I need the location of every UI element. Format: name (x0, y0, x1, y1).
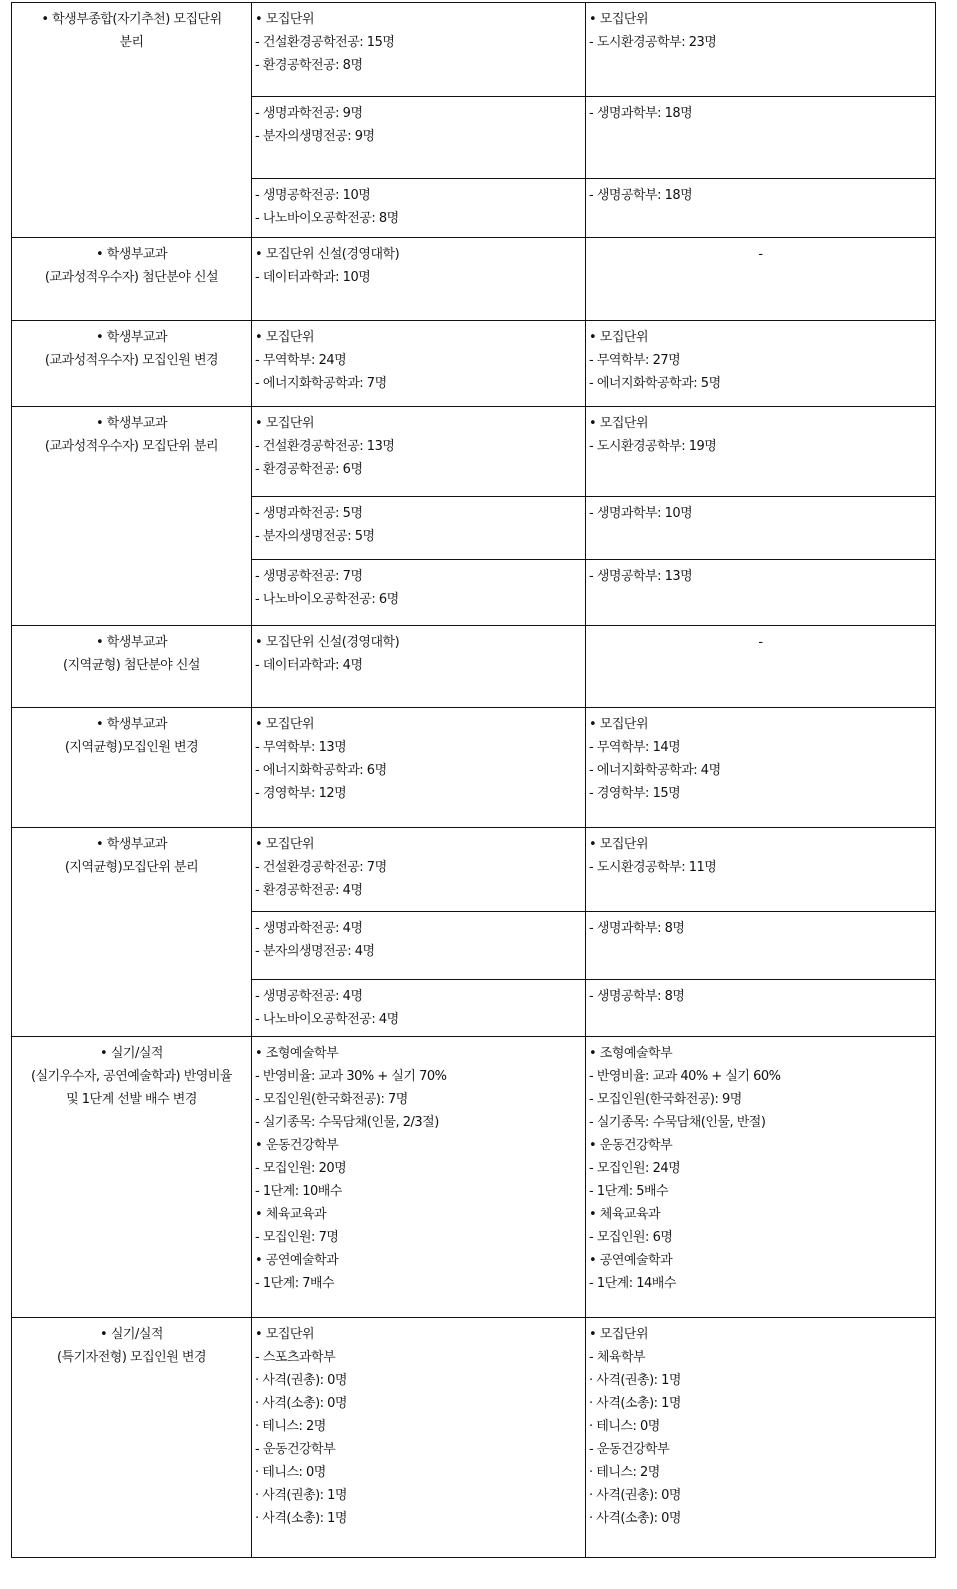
category-line: (지역균형)모집단위 분리 (64, 860, 199, 875)
category-line: • 학생부교과 (95, 717, 168, 732)
before-cell (252, 497, 586, 560)
category-cell (12, 238, 252, 321)
after-line: - 생명공학부: 18명 (589, 188, 693, 203)
before-line: - 건설환경공학전공: 7명 (255, 860, 387, 875)
before-line: • 모집단위 (255, 330, 315, 345)
after-cell (586, 238, 936, 321)
category-line: • 실기/실적 (100, 1046, 163, 1061)
after-line: • 운동건강학부 (589, 1138, 673, 1153)
after-line: • 모집단위 (589, 12, 649, 27)
after-line: • 체육교육과 (589, 1207, 661, 1222)
before-cell (252, 708, 586, 828)
category-line: (지역균형)모집인원 변경 (64, 740, 199, 755)
before-line: - 건설환경공학전공: 15명 (255, 35, 395, 50)
before-cell (252, 1037, 586, 1318)
after-line: - 1단계: 14배수 (589, 1276, 676, 1291)
after-cell (586, 97, 936, 179)
before-line: - 반영비율: 교과 30% + 실기 70% (255, 1069, 447, 1084)
before-cell (252, 626, 586, 708)
after-line: - 반영비율: 교과 40% + 실기 60% (589, 1069, 781, 1084)
after-cell (586, 626, 936, 708)
category-cell (12, 3, 252, 238)
after-cell (586, 321, 936, 407)
after-line: · 테니스: 2명 (589, 1465, 660, 1480)
category-line: • 학생부교과 (95, 247, 168, 262)
table-row (12, 321, 936, 407)
before-line: · 테니스: 2명 (255, 1419, 326, 1434)
before-line: - 에너지화학공학과: 7명 (255, 376, 387, 391)
category-line: • 실기/실적 (100, 1327, 163, 1342)
table-row (12, 828, 936, 912)
after-line: - 도시환경공학부: 23명 (589, 35, 717, 50)
after-line: - 에너지화학공학과: 5명 (589, 376, 721, 391)
after-line: - 도시환경공학부: 19명 (589, 439, 717, 454)
category-cell (12, 1318, 252, 1558)
category-line: (교과성적우수자) 모집단위 분리 (44, 439, 219, 454)
before-line: • 모집단위 (255, 837, 315, 852)
before-line: · 사격(권총): 0명 (255, 1373, 347, 1388)
after-cell (586, 407, 936, 497)
before-line: - 데이터과학과: 10명 (255, 270, 371, 285)
before-line: - 생명과학전공: 4명 (255, 921, 363, 936)
before-line: · 사격(소총): 1명 (255, 1511, 347, 1526)
before-line: • 모집단위 (255, 12, 315, 27)
before-line: - 모집인원: 20명 (255, 1161, 347, 1176)
before-line: - 환경공학전공: 4명 (255, 883, 363, 898)
after-line: • 조형예술학부 (589, 1046, 673, 1061)
after-line: • 모집단위 (589, 837, 649, 852)
after-line: - 생명과학부: 18명 (589, 106, 693, 121)
after-cell (586, 3, 936, 97)
before-line: - 분자의생명전공: 9명 (255, 129, 375, 144)
after-line: - 모집인원: 24명 (589, 1161, 681, 1176)
after-line: · 테니스: 0명 (589, 1419, 660, 1434)
after-line: - 모집인원: 6명 (589, 1230, 673, 1245)
before-line: • 모집단위 신설(경영대학) (255, 635, 400, 650)
before-line: • 모집단위 (255, 416, 315, 431)
before-cell (252, 912, 586, 980)
category-line: (교과성적우수자) 첨단분야 신설 (44, 270, 219, 285)
after-line: - 도시환경공학부: 11명 (589, 860, 717, 875)
before-line: · 사격(권총): 1명 (255, 1488, 347, 1503)
table-row (12, 1318, 936, 1558)
before-cell (252, 828, 586, 912)
before-cell (252, 321, 586, 407)
category-cell (12, 407, 252, 626)
after-line: - 생명과학부: 10명 (589, 506, 693, 521)
before-line: - 1단계: 10배수 (255, 1184, 342, 1199)
before-line: - 스포츠과학부 (255, 1350, 336, 1365)
after-line: - 무역학부: 14명 (589, 740, 681, 755)
before-line: • 조형예술학부 (255, 1046, 339, 1061)
after-cell (586, 912, 936, 980)
before-line: • 모집단위 신설(경영대학) (255, 247, 400, 262)
after-line: • 모집단위 (589, 1327, 649, 1342)
table-row (12, 407, 936, 497)
after-line: - 1단계: 5배수 (589, 1184, 669, 1199)
after-line: - 에너지화학공학과: 4명 (589, 763, 721, 778)
after-line: - (758, 247, 763, 262)
before-line: - 실기종목: 수묵담채(인물, 2/3절) (255, 1115, 439, 1130)
after-line: • 공연예술학과 (589, 1253, 673, 1268)
before-line: - 모집인원: 7명 (255, 1230, 339, 1245)
before-line: - 생명공학전공: 4명 (255, 989, 363, 1004)
before-line: - 데이터과학과: 4명 (255, 658, 363, 673)
before-line: - 분자의생명전공: 4명 (255, 944, 375, 959)
category-cell (12, 626, 252, 708)
category-cell (12, 828, 252, 1037)
category-line: (교과성적우수자) 모집인원 변경 (44, 353, 219, 368)
before-cell (252, 560, 586, 626)
after-line: - 무역학부: 27명 (589, 353, 681, 368)
before-line: · 테니스: 0명 (255, 1465, 326, 1480)
before-line: • 체육교육과 (255, 1207, 327, 1222)
after-line: - 실기종목: 수묵담채(인물, 반절) (589, 1115, 766, 1130)
after-cell (586, 980, 936, 1037)
after-line: - (758, 635, 763, 650)
before-line: • 모집단위 (255, 717, 315, 732)
table-row (12, 238, 936, 321)
category-line: 및 1단계 선발 배수 변경 (66, 1092, 197, 1107)
before-line: - 1단계: 7배수 (255, 1276, 335, 1291)
before-cell (252, 238, 586, 321)
before-line: - 모집인원(한국화전공): 7명 (255, 1092, 408, 1107)
after-line: • 모집단위 (589, 416, 649, 431)
after-line: · 사격(권총): 0명 (589, 1488, 681, 1503)
before-line: - 경영학부: 12명 (255, 786, 347, 801)
before-line: • 운동건강학부 (255, 1138, 339, 1153)
category-cell (12, 708, 252, 828)
after-cell (586, 497, 936, 560)
before-cell (252, 3, 586, 97)
after-line: - 체육학부 (589, 1350, 646, 1365)
after-cell (586, 560, 936, 626)
after-cell (586, 708, 936, 828)
after-line: • 모집단위 (589, 330, 649, 345)
admission-changes-table (11, 2, 936, 1558)
before-cell (252, 179, 586, 238)
table-row (12, 708, 936, 828)
before-cell (252, 97, 586, 179)
before-line: - 나노바이오공학전공: 8명 (255, 211, 399, 226)
after-line: - 생명과학부: 8명 (589, 921, 685, 936)
after-cell (586, 828, 936, 912)
after-cell (586, 179, 936, 238)
before-line: - 운동건강학부 (255, 1442, 336, 1457)
after-cell (586, 1037, 936, 1318)
before-line: · 사격(소총): 0명 (255, 1396, 347, 1411)
category-line: • 학생부종합(자기추천) 모집단위 (41, 12, 222, 27)
category-line: • 학생부교과 (95, 330, 168, 345)
table-body (12, 3, 936, 1558)
before-line: • 모집단위 (255, 1327, 315, 1342)
after-line: • 모집단위 (589, 717, 649, 732)
before-line: - 생명공학전공: 7명 (255, 569, 363, 584)
before-line: - 나노바이오공학전공: 4명 (255, 1012, 399, 1027)
category-line: (특기자전형) 모집인원 변경 (56, 1350, 207, 1365)
before-line: - 생명과학전공: 5명 (255, 506, 363, 521)
after-line: · 사격(소총): 1명 (589, 1396, 681, 1411)
category-line: (지역균형) 첨단분야 신설 (63, 658, 200, 673)
before-cell (252, 1318, 586, 1558)
after-line: - 모집인원(한국화전공): 9명 (589, 1092, 742, 1107)
table-row (12, 3, 936, 97)
before-line: - 환경공학전공: 8명 (255, 58, 363, 73)
before-cell (252, 407, 586, 497)
before-line: • 공연예술학과 (255, 1253, 339, 1268)
before-line: - 무역학부: 13명 (255, 740, 347, 755)
category-cell (12, 1037, 252, 1318)
after-cell (586, 1318, 936, 1558)
before-cell (252, 980, 586, 1037)
table-row (12, 626, 936, 708)
before-line: - 건설환경공학전공: 13명 (255, 439, 395, 454)
after-line: - 생명공학부: 8명 (589, 989, 685, 1004)
after-line: - 경영학부: 15명 (589, 786, 681, 801)
after-line: - 운동건강학부 (589, 1442, 670, 1457)
table-row (12, 1037, 936, 1318)
after-line: - 생명공학부: 13명 (589, 569, 693, 584)
after-line: · 사격(권총): 1명 (589, 1373, 681, 1388)
before-line: - 나노바이오공학전공: 6명 (255, 592, 399, 607)
before-line: - 환경공학전공: 6명 (255, 462, 363, 477)
before-line: - 분자의생명전공: 5명 (255, 529, 375, 544)
before-line: - 생명공학전공: 10명 (255, 188, 371, 203)
category-line: • 학생부교과 (95, 416, 168, 431)
before-line: - 무역학부: 24명 (255, 353, 347, 368)
before-line: - 에너지화학공학과: 6명 (255, 763, 387, 778)
category-line: (실기우수자, 공연예술학과) 반영비율 (31, 1069, 232, 1084)
before-line: - 생명과학전공: 9명 (255, 106, 363, 121)
category-line: 분리 (119, 35, 144, 50)
category-line: • 학생부교과 (95, 635, 168, 650)
category-cell (12, 321, 252, 407)
category-line: • 학생부교과 (95, 837, 168, 852)
after-line: · 사격(소총): 0명 (589, 1511, 681, 1526)
